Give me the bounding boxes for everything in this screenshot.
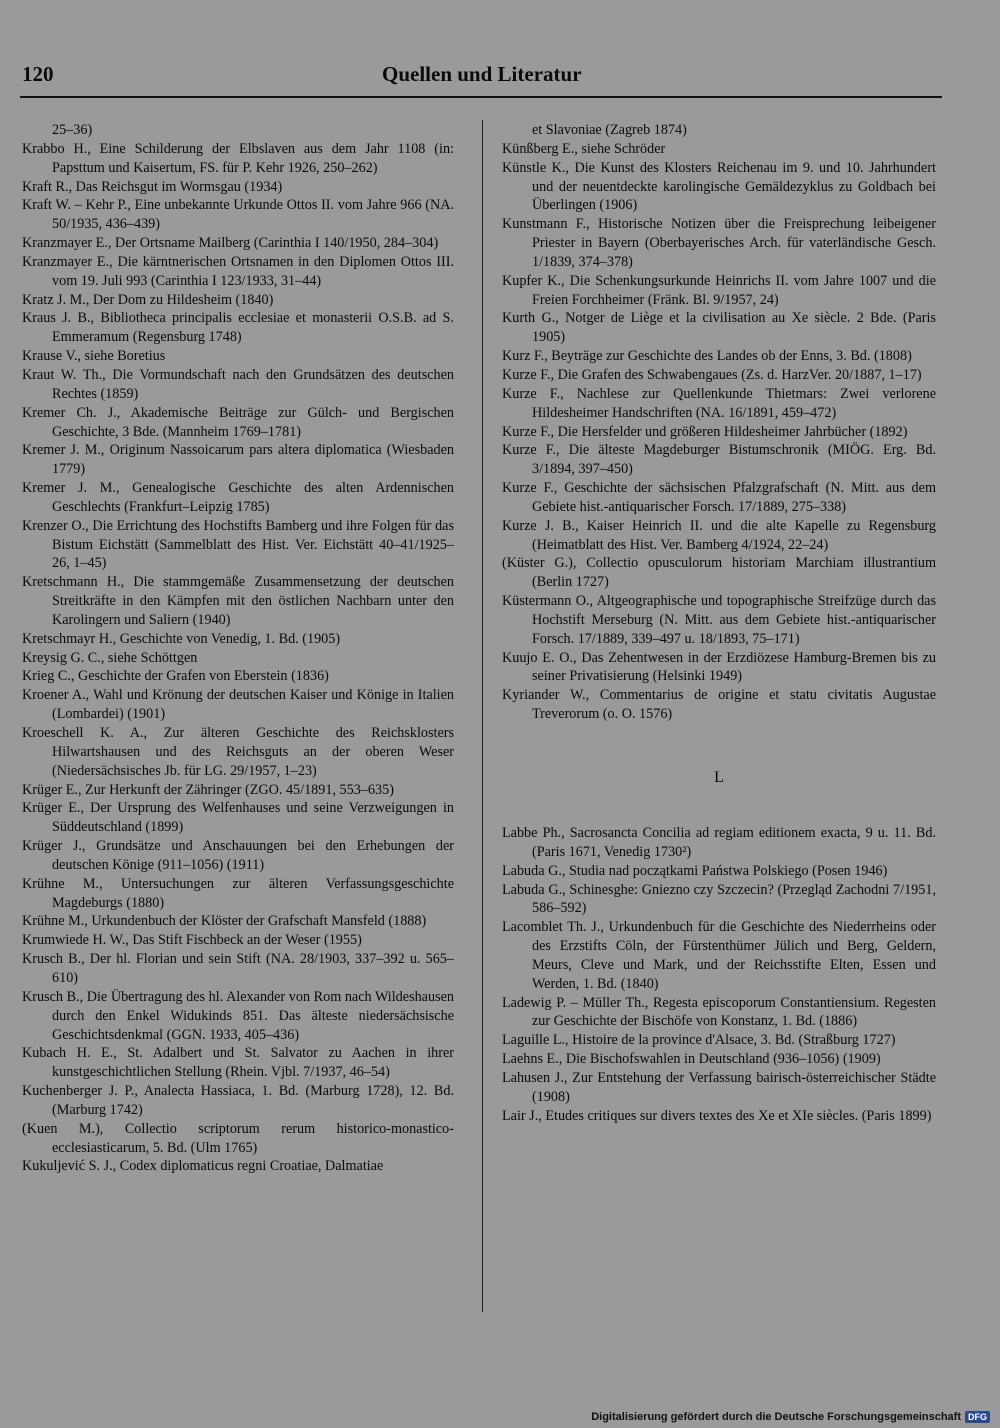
bibliography-entry: Kurze F., Nachlese zur Quellenkunde Thietmars: Zwei verlorene Hildesheimer Handschriften (NA. 16/1891, 459–472) [502, 385, 936, 421]
bibliography-entry: Kretschmann H., Die stammgemäße Zusammensetzung der deutschen Streitkräfte in den Kämpfen mit den östlichen Nachbarn unter den Karolingern und Saliern (1940) [22, 574, 454, 628]
page-number: 120 [22, 62, 54, 86]
bibliography-entry: Kupfer K., Die Schenkungsurkunde Heinrichs II. vom Jahre 1007 und die Freien Forchheimer (Fränk. Bl. 9/1957, 24) [502, 272, 936, 308]
bibliography-entry: (Küster G.), Collectio opusculorum historiam Marchiam illustrantium (Berlin 1727) [502, 555, 936, 591]
bibliography-entry: Lair J., Etudes critiques sur divers textes des Xe et XIe siècles. (Paris 1899) [502, 1107, 932, 1124]
bibliography-entry: et Slavoniae (Zagreb 1874) [532, 122, 687, 138]
bibliography-entry: 25–36) [52, 122, 93, 138]
bibliography-entry: Kunstmann F., Historische Notizen über die Freisprechung leibeigener Priester in Bayern (Oberbayerisches Arch. für vaterländische Gesch. 1/1839, 374–378) [502, 216, 936, 270]
bibliography-entry: Kremer J. M., Originum Nassoicarum pars altera diplomatica (Wiesbaden 1779) [22, 442, 454, 478]
bibliography-entry: Krenzer O., Die Errichtung des Hochstifts Bamberg und ihre Folgen für das Bistum Eichstätt (Sammelblatt des Hist. Ver. Eichstätt 40–41/1925–26, 1–45) [22, 517, 454, 572]
left-column [22, 121, 454, 1176]
bibliography-entry: Kraft R., Das Reichsgut im Wormsgau (1934) [22, 178, 283, 195]
bibliography-entry: Kraus J. B., Bibliotheca principalis ecclesiae et monasterii O.S.B. ad S. Emmeramum (Regensburg 1748) [22, 310, 454, 346]
bibliography-entry: Lahusen J., Zur Entstehung der Verfassung bairisch-österreichischer Städte (1908) [502, 1069, 936, 1105]
bibliography-entry: Kurz F., Beyträge zur Geschichte des Landes ob der Enns, 3. Bd. (1808) [502, 348, 912, 365]
bibliography-entry: Kuchenberger J. P., Analecta Hassiaca, 1. Bd. (Marburg 1728), 12. Bd. (Marburg 1742) [22, 1083, 454, 1118]
bibliography-entry: Kroener A., Wahl und Krönung der deutschen Kaiser und Könige in Italien (Lombardei) (1901) [22, 687, 454, 723]
column-divider [482, 120, 483, 1312]
bibliography-entry: Labbe Ph., Sacrosancta Concilia ad regiam editionem exacta, 9 u. 11. Bd. (Paris 1671, Venedig 1730²) [502, 825, 936, 860]
bibliography-entry: Labuda G., Schinesghe: Gniezno czy Szczecin? (Przegląd Zachodni 7/1951, 586–592) [502, 881, 936, 917]
bibliography-entry: Kreysig G. C., siehe Schöttgen [22, 649, 198, 666]
right-column-k-entries [502, 121, 936, 724]
bibliography-entry: Krabbo H., Eine Schilderung der Elbslaven aus dem Jahr 1108 (in: Papsttum und Kaisertum, FS. für P. Kehr 1926, 250–262) [22, 140, 454, 176]
bibliography-entry: Kuujo E. O., Das Zehentwesen in der Erzdiözese Hamburg-Bremen bis zu seiner Privatisierung (Helsinki 1949) [502, 649, 936, 685]
bibliography-entry: Künßberg E., siehe Schröder [502, 140, 666, 157]
bibliography-entry: Kranzmayer E., Die kärntnerischen Ortsnamen in den Diplomen Ottos III. vom 19. Juli 993 (Carinthia I 123/1933, 31–44) [22, 253, 454, 289]
bibliography-entry: Krieg C., Geschichte der Grafen von Eberstein (1836) [22, 668, 329, 685]
bibliography-entry: Krusch B., Der hl. Florian und sein Stift (NA. 28/1903, 337–392 u. 565–610) [22, 951, 454, 986]
bibliography-entry: Kurth G., Notger de Liège et la civilisation au Xe siècle. 2 Bde. (Paris 1905) [502, 310, 936, 346]
bibliography-entry: Künstle K., Die Kunst des Klosters Reichenau im 9. und 10. Jahrhundert und der neuentdeckte karolingische Gemäldezyklus zu Goldbach bei Überlingen (1906) [502, 159, 936, 214]
bibliography-entry: Kurze J. B., Kaiser Heinrich II. und die alte Kapelle zu Regensburg (Heimatblatt des Hist. Ver. Bamberg 4/1924, 22–24) [502, 517, 936, 553]
right-column-l-entries [502, 824, 936, 1126]
footer-text: Digitalisierung gefördert durch die Deutsche Forschungsgemeinschaft [591, 1411, 961, 1423]
footer-credit [591, 1411, 990, 1423]
header-rule [20, 96, 942, 98]
bibliography-entry: Laguille L., Histoire de la province d'Alsace, 3. Bd. (Straßburg 1727) [502, 1032, 896, 1049]
bibliography-entry: Krüger E., Der Ursprung des Welfenhauses und seine Verzweigungen in Süddeutschland (1899) [22, 800, 454, 836]
bibliography-entry: Krumwiede H. W., Das Stift Fischbeck an der Weser (1955) [22, 932, 362, 949]
bibliography-entry: Kurze F., Die Grafen des Schwabengaues (Zs. d. HarzVer. 20/1887, 1–17) [502, 366, 922, 383]
bibliography-entry: Krüger J., Grundsätze und Anschauungen bei den Erhebungen der deutschen Könige (911–1056) (1911) [22, 838, 454, 873]
bibliography-entry: Krühne M., Urkundenbuch der Klöster der Grafschaft Mansfeld (1888) [22, 913, 427, 930]
bibliography-entry: Krause V., siehe Boretius [22, 348, 166, 365]
bibliography-entry: Krusch B., Die Übertragung des hl. Alexander von Rom nach Wildeshausen durch den Enkel Widukinds 851. Das älteste niedersächsische Geschichtsdenkmal (GGN. 1933, 405–436) [22, 988, 454, 1043]
bibliography-entry: Krüger E., Zur Herkunft der Zähringer (ZGO. 45/1891, 553–635) [22, 781, 394, 798]
bibliography-entry: Kubach H. E., St. Adalbert und St. Salvator zu Aachen in ihrer kunstgeschichtlichen Stellung (Rhein. Vjbl. 7/1937, 46–54) [22, 1045, 454, 1081]
dfg-logo-icon: DFG [965, 1411, 990, 1423]
bibliography-entry: Kurze F., Geschichte der sächsischen Pfalzgrafschaft (N. Mitt. aus dem Gebiete hist.-antiquarischer Forsch. 17/1889, 275–338) [502, 480, 936, 515]
bibliography-entry: Labuda G., Studia nad początkami Państwa Polskiego (Posen 1946) [502, 862, 888, 879]
right-column [502, 121, 936, 1126]
bibliography-entry: Kremer Ch. J., Akademische Beiträge zur Gülch- und Bergischen Geschichte, 3 Bde. (Mannheim 1769–1781) [22, 404, 454, 440]
bibliography-entry: Kurze F., Die Hersfelder und größeren Hildesheimer Jahrbücher (1892) [502, 423, 908, 440]
bibliography-entry: Kurze F., Die älteste Magdeburger Bistumschronik (MIÖG. Erg. Bd. 3/1894, 397–450) [502, 442, 936, 478]
bibliography-entry: Kremer J. M., Genealogische Geschichte des alten Ardennischen Geschlechts (Frankfurt–Leipzig 1785) [22, 480, 454, 515]
bibliography-entry: Kukuljević S. J., Codex diplomaticus regni Croatiae, Dalmatiae [22, 1158, 384, 1175]
bibliography-entry: Krühne M., Untersuchungen zur älteren Verfassungsgeschichte Magdeburgs (1880) [22, 875, 454, 911]
bibliography-entry: Kraut W. Th., Die Vormundschaft nach den Grundsätzen des deutschen Rechtes (1859) [22, 366, 454, 402]
page-title: Quellen und Literatur [382, 62, 582, 86]
bibliography-entry: Lacomblet Th. J., Urkundenbuch für die Geschichte des Niederrheins oder des Erzstifts Cöln, der Fürstenthümer Jülich und Berg, Geldern, Meurs, Cleve und Mark, und der Reichsstifte Elten, Essen und Werden, 1. Bd. (1840) [502, 919, 936, 992]
bibliography-entry: Küstermann O., Altgeographische und topographische Streifzüge durch das Hochstift Merseburg (N. Mitt. aus dem Gebiete hist.-antiquarischer Forsch. 17/1889, 339–497 u. 18/1893, 75–171) [502, 593, 936, 647]
bibliography-entry: Laehns E., Die Bischofswahlen in Deutschland (936–1056) (1909) [502, 1051, 881, 1068]
bibliography-entry: Kroeschell K. A., Zur älteren Geschichte des Reichsklosters Hilwartshausen und des Reichsguts an der oberen Weser (Niedersächsisches Jb. für LG. 29/1957, 1–23) [22, 725, 454, 779]
bibliography-entry: Kratz J. M., Der Dom zu Hildesheim (1840) [22, 291, 274, 308]
bibliography-entry: Kretschmayr H., Geschichte von Venedig, 1. Bd. (1905) [22, 630, 341, 647]
bibliography-entry: Kyriander W., Commentarius de origine et statu civitatis Augustae Treverorum (o. O. 1576) [502, 687, 936, 723]
section-letter: L [714, 769, 724, 786]
bibliography-entry: Kraft W. – Kehr P., Eine unbekannte Urkunde Ottos II. vom Jahre 966 (NA. 50/1935, 436–439) [22, 197, 454, 233]
bibliography-entry: (Kuen M.), Collectio scriptorum rerum historico-monastico-ecclesiasticarum, 5. Bd. (Ulm 1765) [22, 1120, 454, 1156]
bibliography-entry: Ladewig P. – Müller Th., Regesta episcoporum Constantiensium. Regesten zur Geschichte der Bischöfe von Konstanz, 1. Bd. (1886) [502, 994, 936, 1030]
bibliography-entry: Kranzmayer E., Der Ortsname Mailberg (Carinthia I 140/1950, 284–304) [22, 235, 439, 252]
